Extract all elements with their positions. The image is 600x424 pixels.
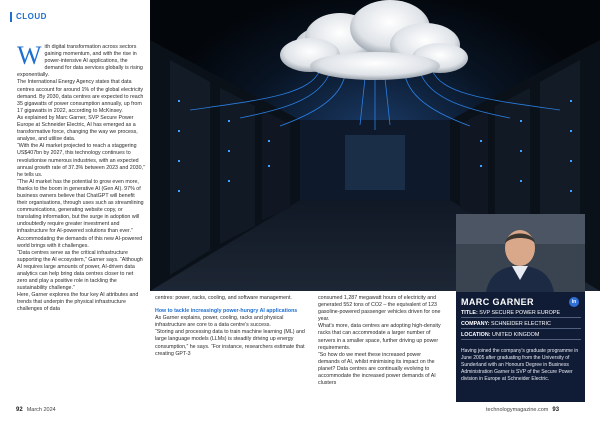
paragraph: “So how do we meet these increased power demands of AI, whilst minimising its impact on the planet? Data centres are continually evolving to accommodate the increased power demands of AI clusters bbox=[318, 351, 436, 387]
profile-portrait bbox=[456, 214, 585, 292]
paragraph: “With the AI market projected to reach a staggering US$407bn by 2027, this technology continues to revolutionise numerous industries, with an expected annual growth rate of 37.3% between 2023 and 2030,” he tells us. bbox=[17, 143, 145, 178]
profile-location-value: UNITED KINGDOM bbox=[492, 332, 540, 338]
profile-company-value: SCHNEIDER ELECTRIC bbox=[491, 321, 551, 327]
folio-left bbox=[16, 407, 56, 413]
magazine-website: technologymagazine.com bbox=[486, 407, 549, 413]
paragraph: As Garner explains, power, cooling, racks and physical infrastructure are core to a data centre’s success. bbox=[155, 315, 284, 329]
paragraph: The International Energy Agency states that data centres account for around 1% of the global electricity demand. By 2030, data centres are expected to reach 35 gigawatts of power consumption annually, up from 17 gigawatts in 2022, according to McKinsey. bbox=[17, 79, 144, 114]
paragraph: “Data centres serve as the critical infrastructure supporting the AI ecosystem,” Garner says. “Although AI requires large amounts of power, AI-driven data analytics can help bring data centres closer to net zero and play a positive role in tackling the sustainability challenge.” bbox=[17, 249, 143, 292]
linkedin-icon[interactable]: in bbox=[569, 297, 579, 307]
paragraph: consumed 1,287 megawatt hours of electricity and generated 552 tons of CO2 – the equivalent of 123 gasoline-powered passenger vehicles driven for one year. bbox=[318, 295, 441, 323]
article-column-3 bbox=[318, 295, 444, 387]
paragraph: As explained by Marc Garner, SVP Secure Power Europe at Schneider Electric, AI has emerged as a transformative force, changing the way we process, analyse, and utilise data. bbox=[17, 114, 138, 143]
page-number-right: 93 bbox=[552, 407, 560, 413]
paragraph: centres: power, racks, cooling, and software management. bbox=[155, 295, 292, 301]
profile-card bbox=[456, 292, 585, 402]
issue-date: March 2024 bbox=[26, 407, 56, 413]
article-column-2 bbox=[155, 295, 305, 358]
drop-cap: W bbox=[17, 41, 42, 70]
article-subheading: How to tackle increasingly power-hungry AI applications bbox=[155, 308, 298, 315]
profile-title-row bbox=[461, 310, 581, 318]
paragraph: “The AI market has the potential to grow even more, thanks to the boom in generative AI (Gen AI). 97% of business owners believe that ChatGPT will benefit their organisations, through uses such as streamlining communications, generating website copy, or translating information, but the surge in adoption will undoubtedly require greater investment and infrastructure for AI-powered solutions than ever.” bbox=[17, 178, 144, 235]
section-label: CLOUD bbox=[16, 12, 47, 21]
profile-company-row bbox=[461, 321, 581, 329]
profile-title-label: TITLE: bbox=[461, 310, 478, 316]
paragraph: “Storing and processing data to train machine learning (ML) and large language models (LLMs) is steadily driving up energy consumption,” he says. “For instance, researchers estimate that creating GPT-3 bbox=[155, 329, 305, 357]
paragraph: What’s more, data centres are adopting high-density racks that can accommodate a larger number of servers in a smaller space, further driving up power requirements. bbox=[318, 323, 441, 351]
paragraph: Accommodating the demands of this new AI-powered world brings with it challenges. bbox=[17, 235, 143, 249]
paragraph: Here, Garner explores the four key AI attributes and trends that underpin the physical infrastructure challenges of data bbox=[17, 292, 139, 313]
profile-company-label: COMPANY: bbox=[461, 321, 490, 327]
article-column-1 bbox=[17, 41, 145, 314]
section-marker bbox=[10, 12, 12, 22]
profile-location-label: LOCATION: bbox=[461, 332, 491, 338]
page-number-left: 92 bbox=[16, 407, 23, 413]
profile-location-row bbox=[461, 332, 581, 340]
profile-bio: Having joined the company’s graduate programme in June 2005 after graduating from the University of Sunderland with an Honours Degree in Business Administration Garner is SVP of the Secure Power division in Europe at Schneider Electric. bbox=[461, 348, 579, 382]
paragraph: With digital transformation across sectors gaining momentum, and with the rise in power-intensive AI applications, the demand for data services globally is rising exponentially. bbox=[17, 41, 143, 79]
profile-name: MARC GARNER bbox=[461, 297, 534, 307]
profile-title-value: SVP SECURE POWER EUROPE bbox=[479, 310, 561, 316]
portrait-illustration bbox=[456, 214, 585, 292]
folio-right bbox=[486, 407, 559, 413]
